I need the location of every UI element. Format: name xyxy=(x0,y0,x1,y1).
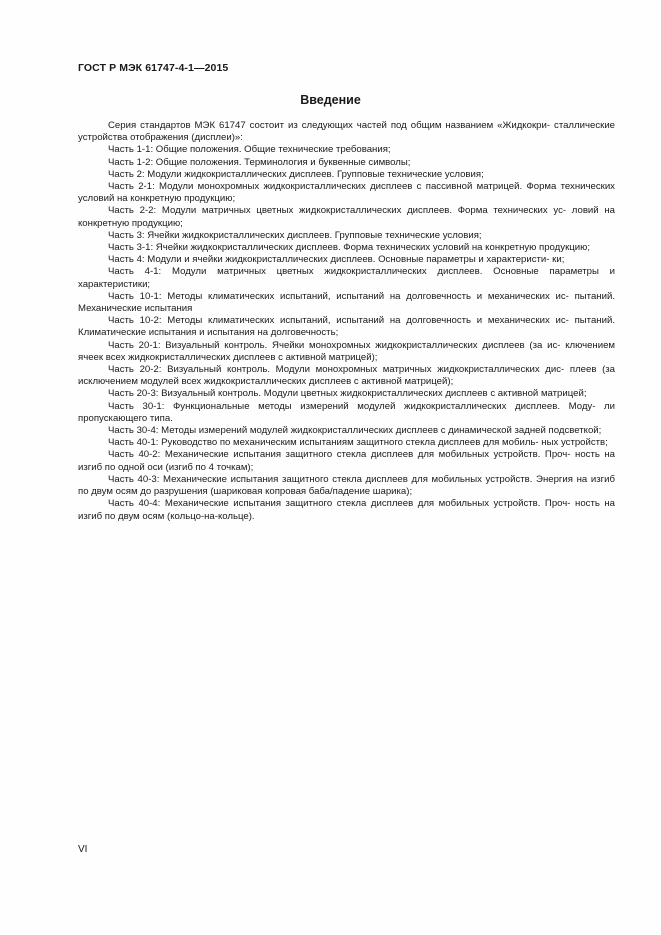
part-item-line: Часть 30-1: Функциональные методы измерений модулей жидкокристаллических дисплеев. Моду- xyxy=(108,400,596,412)
part-item-line: Часть 20-3: Визуальный контроль. Модули цветных жидкокристаллических дисплеев с активной xyxy=(108,388,539,400)
part-item xyxy=(78,388,615,400)
part-item xyxy=(78,205,615,229)
part-item xyxy=(78,401,615,425)
part-item-line: ли пропускающего типа. xyxy=(78,400,615,424)
part-item-line: Часть 10-2: Методы климатических испытаний, испытаний на долговечность и механических ис- xyxy=(108,315,569,327)
intro-line: сталлические устройства отображения (дисплеи)»: xyxy=(78,120,616,144)
part-item-line: Часть 40-3: Механические испытания защитного стекла дисплеев для мобильных устройств. xyxy=(108,473,533,485)
intro-line: Серия стандартов МЭК 61747 состоит из следующих частей под общим названием «Жидкокри- xyxy=(108,120,551,131)
part-item-line: технических условий на конкретную продукцию; xyxy=(78,181,615,205)
part-item xyxy=(78,340,615,364)
part-item-line: Часть 30-4: Методы измерений модулей жидкокристаллических дисплеев с динамической задней xyxy=(108,425,546,437)
part-item-line: Часть 3-1: Ячейки жидкокристаллических дисплеев. Форма технических условий на конкретную xyxy=(108,242,537,254)
part-item xyxy=(78,498,615,522)
part-item xyxy=(78,425,615,437)
part-item-line: Часть 2-1: Модули монохромных жидкокристаллических дисплеев с пассивной матрицей. Форма xyxy=(108,181,557,193)
part-item-line: Часть 20-1: Визуальный контроль. Ячейки монохромных жидкокристаллических дисплеев (за ис- xyxy=(108,339,561,351)
part-item xyxy=(78,437,615,449)
part-item xyxy=(78,291,615,315)
part-item-line: Часть 3: Ячейки жидкокристаллических дисплеев. Групповые технические условия; xyxy=(108,229,482,241)
page-number: VI xyxy=(78,844,88,855)
part-item-line: матрицей; xyxy=(540,388,587,400)
part-item xyxy=(78,157,615,169)
part-item-line: Часть 10-1: Методы климатических испытаний, испытаний на долговечность и механических ис- xyxy=(108,290,569,302)
part-item-line: ность на изгиб по одной оси (изгиб по 4 точкам); xyxy=(78,449,615,473)
part-item xyxy=(78,242,615,254)
part-item xyxy=(78,266,615,290)
part-item-line: Часть 40-1: Руководство по механическим испытаниям защитного стекла дисплеев для мобиль- xyxy=(108,437,539,449)
part-item-line: ки; xyxy=(552,254,565,266)
part-item xyxy=(78,181,615,205)
document-body xyxy=(78,120,615,523)
part-item-line: плеев (за исключением модулей всех жидкокристаллических дисплеев с активной матрицей); xyxy=(78,364,616,388)
part-item xyxy=(78,230,615,242)
part-item xyxy=(78,315,615,339)
part-item-line: Часть 1-1: Общие положения. Общие технические требования; xyxy=(108,144,391,156)
parts-list xyxy=(78,144,615,522)
part-item xyxy=(78,254,615,266)
part-item-line: ловий на конкретную продукцию; xyxy=(78,205,615,229)
part-item-line: Часть 2-2: Модули матричных цветных жидкокристаллических дисплеев. Форма технических ус- xyxy=(108,205,567,217)
part-item-line: пытаний. Климатические испытания и испытания на долговечность; xyxy=(78,315,615,339)
document-code: ГОСТ Р МЭК 61747-4-1—2015 xyxy=(78,62,229,74)
part-item xyxy=(78,169,615,181)
part-item-line: Часть 4-1: Модули матричных цветных жидкокристаллических дисплеев. Основные параметры и xyxy=(108,266,615,278)
part-item-line: ность на изгиб по двум осям (кольцо-на-кольце). xyxy=(78,498,615,522)
part-item-line: ключением ячеек всех жидкокристаллических дисплеев с активной матрицей); xyxy=(78,339,615,363)
part-item-line: Часть 40-4: Механические испытания защитного стекла дисплеев для мобильных устройств. Проч- xyxy=(108,498,571,510)
part-item xyxy=(78,144,615,156)
part-item-line: Часть 40-2: Механические испытания защитного стекла дисплеев для мобильных устройств. Проч- xyxy=(108,449,571,461)
part-item-line: пытаний. Механические испытания xyxy=(78,290,615,315)
part-item xyxy=(78,364,615,388)
part-item-line: продукцию; xyxy=(539,242,590,254)
part-item-line: Часть 20-2: Визуальный контроль. Модули монохромных матричных жидкокристаллических дис- xyxy=(108,364,565,376)
section-title: Введение xyxy=(300,93,361,107)
intro-paragraph xyxy=(78,120,615,144)
part-item xyxy=(78,474,615,498)
part-item-line: Часть 2: Модули жидкокристаллических дисплеев. Групповые технические условия; xyxy=(108,168,484,180)
part-item-line: подсветкой; xyxy=(548,425,602,437)
part-item-line: Часть 1-2: Общие положения. Терминология и буквенные символы; xyxy=(108,156,411,168)
part-item xyxy=(78,449,615,473)
part-item-line: Энергия на изгиб по двум осям до разрушения (шариковая копровая баба/падение шарика); xyxy=(78,473,615,498)
part-item-line: Часть 4: Модули и ячейки жидкокристаллических дисплеев. Основные параметры и характеристи- xyxy=(108,254,550,266)
part-item-line: ных устройств; xyxy=(541,437,608,449)
part-item-line: характеристики; xyxy=(78,278,151,290)
